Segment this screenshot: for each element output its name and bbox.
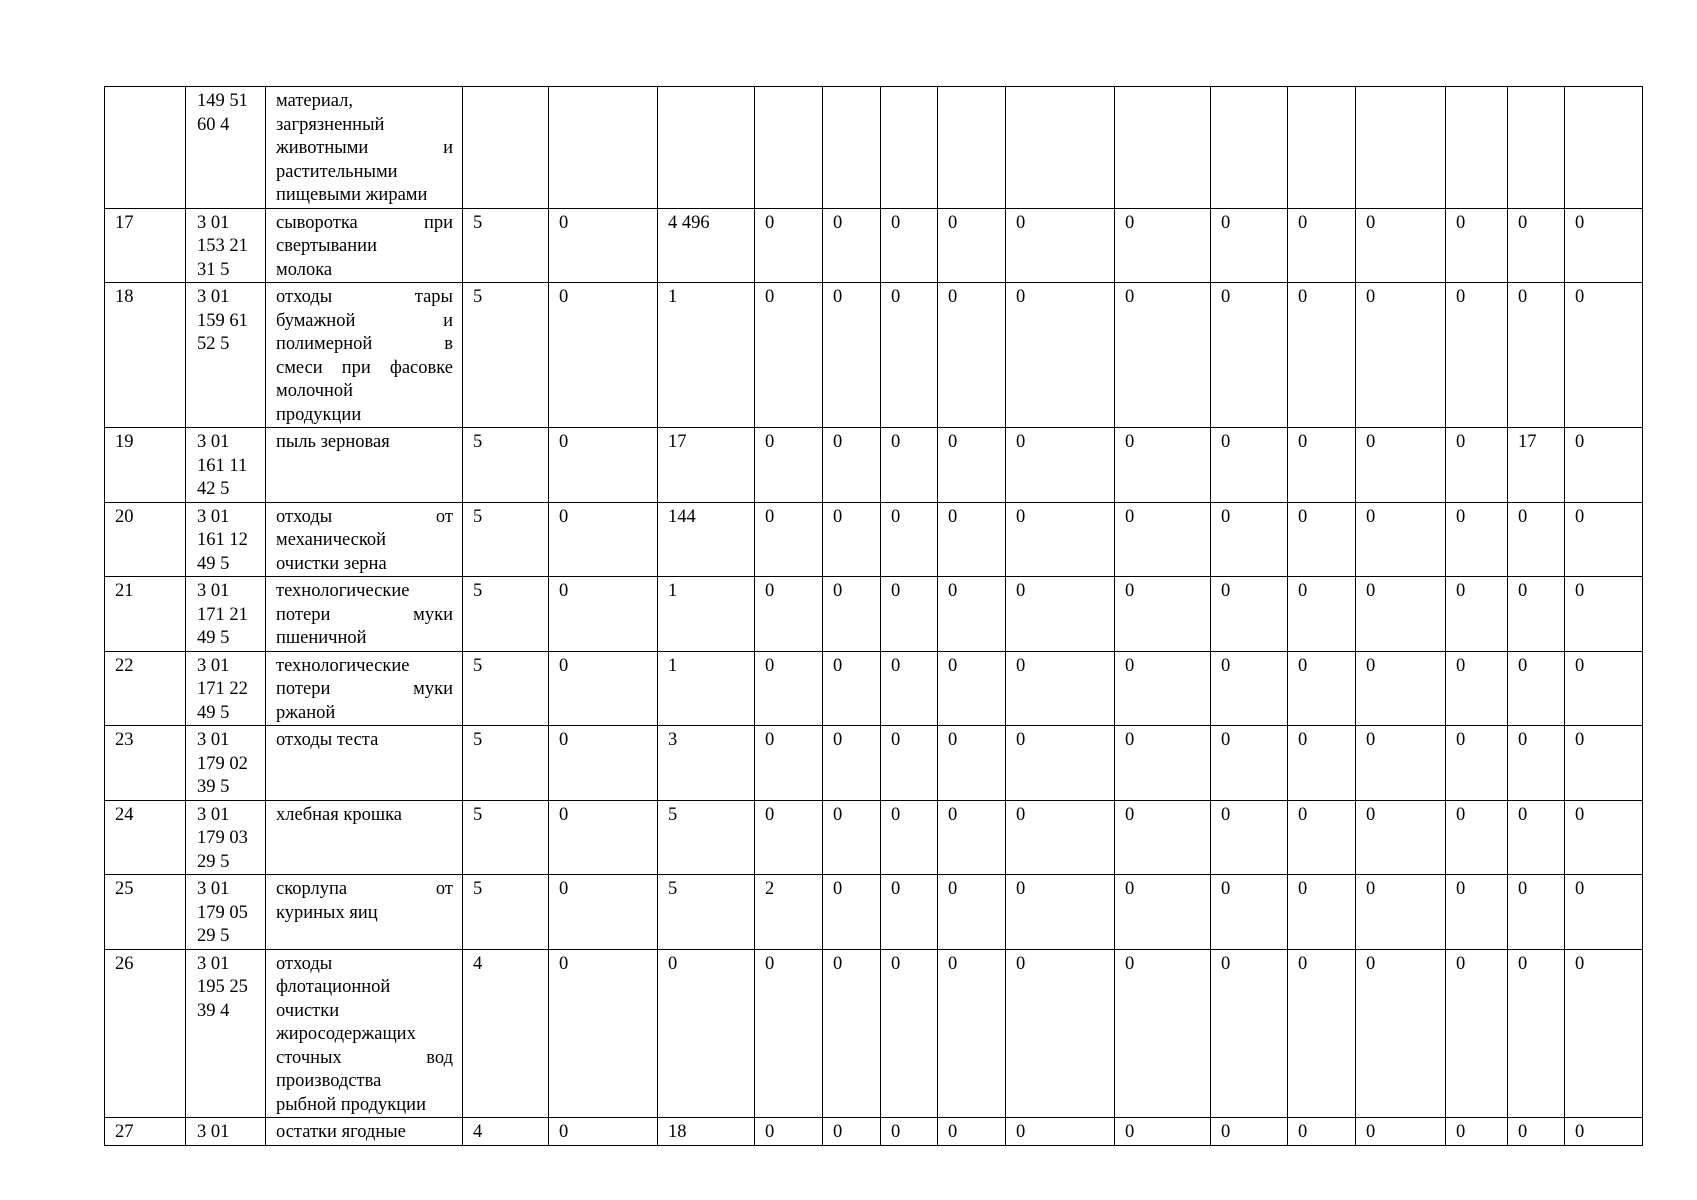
row-number-cell: 24	[105, 800, 186, 875]
value-cell: 4	[463, 949, 549, 1118]
value-cell: 0	[938, 726, 1006, 801]
waste-code-line: 149 51	[197, 91, 248, 111]
waste-code-line: 3 01	[197, 581, 230, 601]
value-cell: 0	[938, 875, 1006, 950]
value-cell: 0	[549, 208, 658, 283]
waste-code-line: 49 5	[197, 628, 230, 648]
value-cell: 0	[1565, 949, 1643, 1118]
value-cell: 0	[1288, 726, 1356, 801]
value-cell: 0	[755, 283, 823, 428]
waste-name-line: продукции	[276, 404, 362, 425]
waste-code-line: 3 01	[197, 879, 230, 899]
waste-code-line: 153 21	[197, 236, 248, 256]
value-cell: 2	[755, 875, 823, 950]
value-cell: 0	[1356, 726, 1446, 801]
value-cell: 0	[1288, 283, 1356, 428]
value-cell: 0	[549, 1118, 658, 1146]
value-cell: 0	[823, 283, 881, 428]
row-number-cell: 23	[105, 726, 186, 801]
value-cell: 0	[1356, 502, 1446, 577]
waste-name-cell	[266, 208, 463, 283]
value-cell: 0	[549, 726, 658, 801]
value-cell: 0	[1211, 577, 1288, 652]
value-cell: 0	[1446, 283, 1508, 428]
value-cell: 0	[1288, 577, 1356, 652]
value-cell: 0	[1211, 1118, 1288, 1146]
value-cell: 0	[549, 283, 658, 428]
waste-name-line: жиросодержащих	[276, 1024, 416, 1044]
value-cell: 0	[1211, 208, 1288, 283]
value-cell: 0	[1565, 577, 1643, 652]
value-cell: 144	[658, 502, 755, 577]
waste-name-line: технологические	[276, 655, 410, 676]
value-cell: 0	[1211, 875, 1288, 950]
value-cell: 0	[1446, 208, 1508, 283]
waste-name-cell	[266, 87, 463, 209]
value-cell: 0	[1006, 577, 1115, 652]
value-cell: 0	[823, 949, 881, 1118]
value-cell: 0	[755, 1118, 823, 1146]
waste-name-line: ржаной	[276, 702, 336, 723]
value-cell: 0	[938, 1118, 1006, 1146]
value-cell: 4 496	[658, 208, 755, 283]
value-cell: 0	[755, 577, 823, 652]
value-cell: 0	[881, 428, 938, 503]
value-cell: 0	[1356, 800, 1446, 875]
waste-name-line: пищевыми жирами	[276, 185, 428, 205]
value-cell: 0	[823, 726, 881, 801]
value-cell: 0	[1115, 577, 1211, 652]
value-cell	[1356, 87, 1446, 209]
waste-code-line: 39 5	[197, 777, 230, 797]
value-cell: 0	[823, 577, 881, 652]
waste-name-line: полимерной в	[276, 334, 453, 354]
value-cell: 5	[463, 726, 549, 801]
value-cell: 0	[1211, 283, 1288, 428]
value-cell: 0	[1508, 502, 1565, 577]
waste-name-line: отходы	[276, 953, 333, 974]
value-cell: 0	[1115, 800, 1211, 875]
value-cell: 0	[1356, 428, 1446, 503]
row-number-cell: 20	[105, 502, 186, 577]
value-cell: 17	[658, 428, 755, 503]
value-cell: 0	[823, 651, 881, 726]
value-cell: 0	[755, 726, 823, 801]
value-cell: 0	[1508, 208, 1565, 283]
waste-code-line: 171 22	[197, 679, 248, 699]
value-cell: 0	[881, 283, 938, 428]
value-cell: 0	[1508, 800, 1565, 875]
value-cell	[1211, 87, 1288, 209]
waste-name-line: очистки	[276, 1000, 340, 1021]
value-cell: 0	[1211, 651, 1288, 726]
value-cell: 0	[1211, 726, 1288, 801]
value-cell: 0	[1565, 428, 1643, 503]
waste-code-line: 60 4	[197, 114, 230, 135]
waste-code-line: 161 11	[197, 455, 248, 476]
value-cell: 0	[881, 651, 938, 726]
value-cell: 0	[1115, 949, 1211, 1118]
value-cell: 0	[1508, 875, 1565, 950]
table-row	[105, 208, 1643, 283]
value-cell: 5	[463, 283, 549, 428]
value-cell: 0	[823, 208, 881, 283]
value-cell: 5	[658, 875, 755, 950]
waste-code-line: 195 25	[197, 977, 248, 997]
value-cell: 0	[1565, 875, 1643, 950]
value-cell: 5	[463, 800, 549, 875]
value-cell	[658, 87, 755, 209]
value-cell: 0	[549, 800, 658, 875]
value-cell	[823, 87, 881, 209]
value-cell: 0	[823, 502, 881, 577]
value-cell	[1115, 87, 1211, 209]
value-cell: 0	[1006, 875, 1115, 950]
value-cell: 0	[1288, 208, 1356, 283]
value-cell: 0	[549, 949, 658, 1118]
waste-name-line: животными и	[276, 138, 453, 158]
waste-name-cell	[266, 1118, 463, 1146]
value-cell: 0	[755, 428, 823, 503]
waste-code-line: 3 01	[197, 1122, 230, 1142]
value-cell: 0	[938, 502, 1006, 577]
waste-code-line: 39 4	[197, 1000, 230, 1021]
value-cell	[938, 87, 1006, 209]
waste-name-cell	[266, 577, 463, 652]
value-cell: 0	[1565, 800, 1643, 875]
value-cell: 1	[658, 283, 755, 428]
value-cell: 0	[1508, 1118, 1565, 1146]
value-cell: 0	[1006, 651, 1115, 726]
waste-name-line: флотационной	[276, 977, 391, 997]
waste-name-line: пыль зерновая	[276, 432, 390, 452]
value-cell: 0	[1288, 800, 1356, 875]
value-cell: 0	[1356, 875, 1446, 950]
value-cell: 0	[1211, 428, 1288, 503]
table-body	[105, 87, 1643, 1146]
value-cell: 0	[1356, 577, 1446, 652]
value-cell	[1508, 87, 1565, 209]
value-cell: 0	[1211, 502, 1288, 577]
waste-code-line: 52 5	[197, 334, 230, 354]
value-cell: 5	[463, 428, 549, 503]
waste-name-line: бумажной и	[276, 310, 453, 331]
waste-name-cell	[266, 651, 463, 726]
waste-code-cell	[186, 1118, 266, 1146]
waste-name-line: загрязненный	[276, 114, 385, 135]
value-cell	[463, 87, 549, 209]
waste-name-line: остатки ягодные	[276, 1122, 406, 1142]
value-cell: 0	[1211, 800, 1288, 875]
value-cell: 1	[658, 651, 755, 726]
waste-code-cell	[186, 208, 266, 283]
value-cell: 0	[1115, 1118, 1211, 1146]
waste-code-cell	[186, 577, 266, 652]
value-cell: 0	[1115, 726, 1211, 801]
value-cell: 0	[1356, 283, 1446, 428]
value-cell: 0	[1115, 283, 1211, 428]
waste-code-line: 29 5	[197, 926, 230, 946]
value-cell: 5	[463, 208, 549, 283]
value-cell: 0	[1446, 1118, 1508, 1146]
value-cell: 0	[823, 1118, 881, 1146]
value-cell: 0	[1356, 949, 1446, 1118]
waste-name-line: сыворотка при	[276, 212, 453, 233]
value-cell: 0	[549, 428, 658, 503]
table-row	[105, 800, 1643, 875]
value-cell: 0	[881, 577, 938, 652]
waste-name-line: материал,	[276, 91, 353, 111]
value-cell: 0	[1006, 208, 1115, 283]
value-cell: 0	[755, 502, 823, 577]
value-cell: 0	[881, 875, 938, 950]
value-cell: 0	[1508, 949, 1565, 1118]
row-number-cell: 27	[105, 1118, 186, 1146]
waste-code-cell	[186, 800, 266, 875]
value-cell: 0	[1006, 1118, 1115, 1146]
value-cell: 0	[1508, 283, 1565, 428]
waste-name-line: производства	[276, 1071, 382, 1091]
value-cell: 0	[1006, 283, 1115, 428]
waste-name-line: скорлупа от	[276, 879, 453, 899]
waste-code-line: 3 01	[197, 287, 230, 307]
value-cell: 0	[1288, 502, 1356, 577]
waste-code-line: 179 05	[197, 902, 248, 923]
value-cell: 0	[1356, 651, 1446, 726]
value-cell: 0	[1565, 283, 1643, 428]
value-cell: 0	[1006, 949, 1115, 1118]
waste-name-line: растительными	[276, 161, 398, 182]
waste-name-line: пшеничной	[276, 628, 367, 648]
value-cell: 0	[1288, 875, 1356, 950]
value-cell	[1446, 87, 1508, 209]
waste-code-line: 49 5	[197, 553, 230, 574]
value-cell: 0	[881, 208, 938, 283]
value-cell: 0	[1446, 428, 1508, 503]
waste-name-line: рыбной продукции	[276, 1094, 426, 1115]
row-number-cell: 25	[105, 875, 186, 950]
value-cell: 0	[1446, 800, 1508, 875]
waste-name-cell	[266, 875, 463, 950]
value-cell: 0	[823, 875, 881, 950]
value-cell: 17	[1508, 428, 1565, 503]
value-cell: 0	[1006, 428, 1115, 503]
value-cell: 0	[823, 800, 881, 875]
waste-name-cell	[266, 726, 463, 801]
value-cell: 0	[755, 949, 823, 1118]
table-row	[105, 949, 1643, 1118]
table-row	[105, 1118, 1643, 1146]
waste-name-line: потери муки	[276, 679, 453, 699]
waste-code-line: 3 01	[197, 655, 230, 676]
value-cell: 0	[938, 208, 1006, 283]
value-cell: 5	[463, 875, 549, 950]
value-cell: 0	[1115, 875, 1211, 950]
value-cell: 0	[1565, 726, 1643, 801]
value-cell: 0	[1446, 726, 1508, 801]
value-cell: 0	[938, 577, 1006, 652]
value-cell: 0	[938, 283, 1006, 428]
value-cell: 0	[1006, 726, 1115, 801]
waste-code-line: 3 01	[197, 804, 230, 825]
value-cell: 0	[881, 726, 938, 801]
value-cell: 0	[1211, 949, 1288, 1118]
value-cell: 0	[881, 949, 938, 1118]
value-cell: 0	[938, 949, 1006, 1118]
waste-name-line: сточных вод	[276, 1047, 453, 1068]
value-cell: 0	[1115, 651, 1211, 726]
waste-name-line: молочной	[276, 381, 354, 401]
value-cell: 0	[549, 502, 658, 577]
value-cell: 0	[1565, 1118, 1643, 1146]
waste-code-line: 3 01	[197, 730, 230, 750]
value-cell: 0	[755, 208, 823, 283]
value-cell: 0	[549, 577, 658, 652]
waste-code-line: 161 12	[197, 530, 248, 550]
waste-code-line: 3 01	[197, 432, 230, 452]
value-cell: 0	[938, 428, 1006, 503]
value-cell: 0	[881, 502, 938, 577]
waste-name-line: очистки зерна	[276, 553, 387, 574]
value-cell: 5	[463, 577, 549, 652]
waste-code-line: 3 01	[197, 506, 230, 527]
waste-code-cell	[186, 875, 266, 950]
waste-code-cell	[186, 949, 266, 1118]
waste-code-line: 159 61	[197, 310, 248, 331]
row-number-cell: 21	[105, 577, 186, 652]
value-cell: 0	[755, 800, 823, 875]
table-row	[105, 651, 1643, 726]
table-row	[105, 87, 1643, 209]
value-cell	[1288, 87, 1356, 209]
waste-code-line: 179 03	[197, 828, 248, 848]
waste-name-line: молока	[276, 259, 333, 280]
value-cell: 0	[1115, 502, 1211, 577]
waste-code-line: 3 01	[197, 953, 230, 974]
value-cell	[881, 87, 938, 209]
waste-code-cell	[186, 726, 266, 801]
waste-code-cell	[186, 87, 266, 209]
waste-code-cell	[186, 283, 266, 428]
waste-code-cell	[186, 502, 266, 577]
value-cell: 1	[658, 577, 755, 652]
table-row	[105, 502, 1643, 577]
value-cell: 0	[1446, 949, 1508, 1118]
waste-code-cell	[186, 651, 266, 726]
value-cell: 0	[881, 800, 938, 875]
value-cell: 4	[463, 1118, 549, 1146]
value-cell: 0	[1288, 428, 1356, 503]
waste-code-line: 3 01	[197, 212, 230, 233]
waste-code-line: 42 5	[197, 479, 230, 499]
waste-name-line: отходы от	[276, 506, 453, 527]
row-number-cell	[105, 87, 186, 209]
row-number-cell: 18	[105, 283, 186, 428]
waste-name-cell	[266, 800, 463, 875]
value-cell: 0	[1006, 502, 1115, 577]
row-number-cell: 22	[105, 651, 186, 726]
waste-name-line: механической	[276, 530, 387, 550]
value-cell: 0	[658, 949, 755, 1118]
value-cell: 0	[1565, 208, 1643, 283]
waste-name-line: куриных яиц	[276, 902, 378, 923]
value-cell	[755, 87, 823, 209]
value-cell: 0	[1288, 651, 1356, 726]
value-cell: 0	[1356, 208, 1446, 283]
waste-code-line: 179 02	[197, 753, 248, 774]
value-cell: 0	[755, 651, 823, 726]
waste-code-line: 31 5	[197, 259, 230, 280]
waste-name-cell	[266, 283, 463, 428]
value-cell: 0	[1115, 428, 1211, 503]
value-cell: 0	[1446, 502, 1508, 577]
waste-name-line: свертывании	[276, 236, 377, 256]
waste-name-line: хлебная крошка	[276, 804, 403, 825]
waste-name-cell	[266, 502, 463, 577]
value-cell: 0	[1446, 577, 1508, 652]
value-cell: 0	[1508, 651, 1565, 726]
value-cell: 0	[1288, 949, 1356, 1118]
value-cell	[549, 87, 658, 209]
value-cell: 0	[1446, 875, 1508, 950]
value-cell	[1006, 87, 1115, 209]
waste-name-line: потери муки	[276, 604, 453, 625]
row-number-cell: 19	[105, 428, 186, 503]
table-row	[105, 577, 1643, 652]
value-cell: 0	[549, 875, 658, 950]
value-cell: 0	[1565, 502, 1643, 577]
value-cell: 3	[658, 726, 755, 801]
value-cell: 0	[1508, 577, 1565, 652]
table-row	[105, 875, 1643, 950]
value-cell: 0	[1508, 726, 1565, 801]
waste-name-cell	[266, 428, 463, 503]
waste-name-line: технологические	[276, 581, 410, 601]
value-cell: 0	[549, 651, 658, 726]
table-row	[105, 726, 1643, 801]
row-number-cell: 26	[105, 949, 186, 1118]
table-row	[105, 283, 1643, 428]
waste-code-line: 171 21	[197, 604, 248, 625]
value-cell: 0	[1356, 1118, 1446, 1146]
value-cell: 0	[938, 800, 1006, 875]
waste-name-cell	[266, 949, 463, 1118]
value-cell: 0	[938, 651, 1006, 726]
row-number-cell: 17	[105, 208, 186, 283]
value-cell: 0	[1115, 208, 1211, 283]
waste-name-line: смеси при фасовке	[276, 357, 453, 378]
waste-name-line: отходы тары	[276, 287, 453, 307]
waste-code-line: 29 5	[197, 851, 230, 872]
value-cell: 5	[463, 651, 549, 726]
value-cell: 0	[1565, 651, 1643, 726]
waste-code-cell	[186, 428, 266, 503]
waste-name-line: отходы теста	[276, 730, 379, 750]
table-row	[105, 428, 1643, 503]
waste-data-table	[104, 86, 1643, 1146]
waste-code-line: 49 5	[197, 702, 230, 723]
value-cell: 0	[823, 428, 881, 503]
value-cell: 0	[1006, 800, 1115, 875]
value-cell: 18	[658, 1118, 755, 1146]
value-cell: 0	[1288, 1118, 1356, 1146]
value-cell: 5	[463, 502, 549, 577]
value-cell: 0	[881, 1118, 938, 1146]
value-cell: 5	[658, 800, 755, 875]
value-cell: 0	[1446, 651, 1508, 726]
value-cell	[1565, 87, 1643, 209]
